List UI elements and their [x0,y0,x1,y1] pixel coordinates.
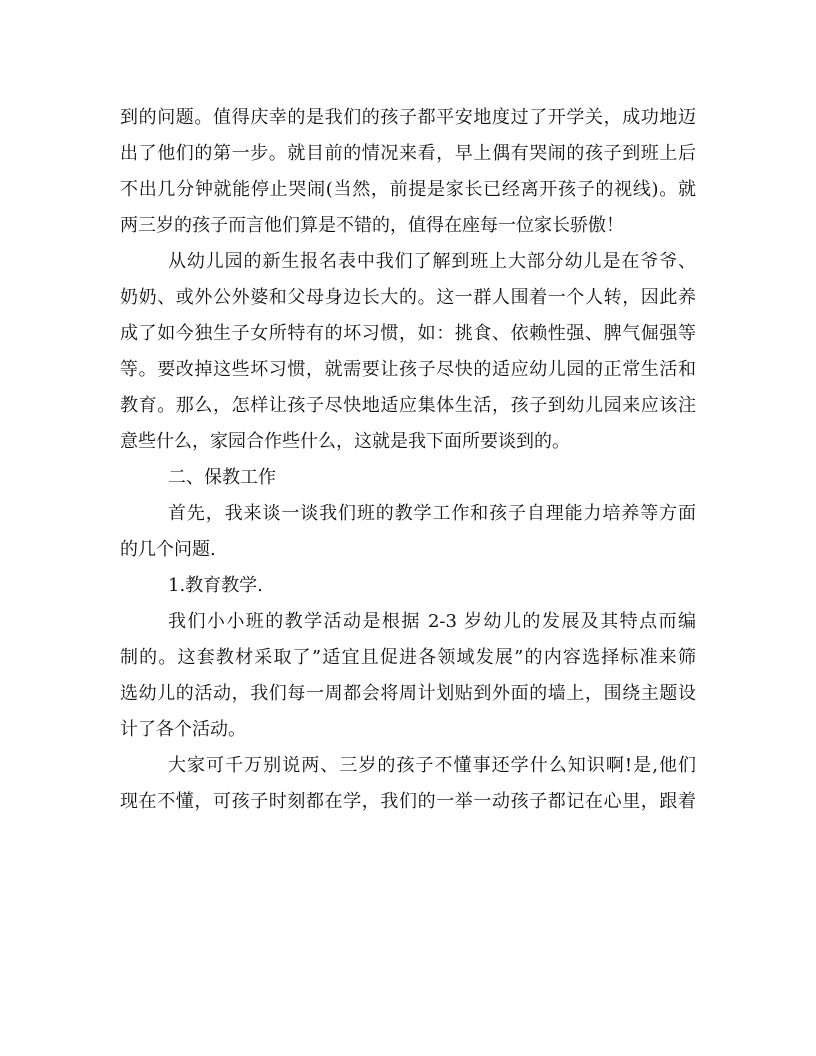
text-line: 大家可千万别说两、三岁的孩子不懂事还学什么知识啊!是,他们 [168,755,696,776]
text-line: 意些什么，家园合作些什么，这就是我下面所要谈到的。 [120,431,570,452]
text-line: 我们小小班的教学活动是根据 2-3 岁幼儿的发展及其特点而编 [168,611,696,632]
document-body [120,100,696,820]
text-line: 制的。这套教材采取了”适宜且促进各领域发展”的内容选择标准来筛 [120,647,696,668]
text-line: 奶奶、或外公外婆和父母身边长大的。这一群人围着一个人转，因此养 [120,287,696,308]
text-line: 教育。那么，怎样让孩子尽快地适应集体生活，孩子到幼儿园来应该注 [120,395,696,416]
text-line: 二、保教工作 [168,467,276,488]
text-line: 计了各个活动。 [120,719,246,740]
text-line: 不出几分钟就能停止哭闹(当然，前提是家长已经离开孩子的视线)。就 [120,179,696,200]
text-line: 两三岁的孩子而言他们算是不错的，值得在座每一位家长骄傲！ [120,215,624,236]
text-line: 现在不懂，可孩子时刻都在学，我们的一举一动孩子都记在心里，跟着 [120,791,696,812]
text-line: 成了如今独生子女所特有的坏习惯，如：挑食、依赖性强、脾气倔强等 [120,323,696,344]
text-line: 的几个问题. [120,539,216,560]
text-line: 从幼儿园的新生报名表中我们了解到班上大部分幼儿是在爷爷、 [168,251,696,272]
text-line: 首先，我来谈一谈我们班的教学工作和孩子自理能力培养等方面 [168,503,696,524]
text-line: 出了他们的第一步。就目前的情况来看，早上偶有哭闹的孩子到班上后 [120,143,696,164]
text-line: 到的问题。值得庆幸的是我们的孩子都平安地度过了开学关，成功地迈 [120,107,696,128]
text-line: 选幼儿的活动，我们每一周都会将周计划贴到外面的墙上，围绕主题设 [120,683,696,704]
text-line: 1.教育教学. [168,575,263,596]
text-line: 等。要改掉这些坏习惯，就需要让孩子尽快的适应幼儿园的正常生活和 [120,359,696,380]
